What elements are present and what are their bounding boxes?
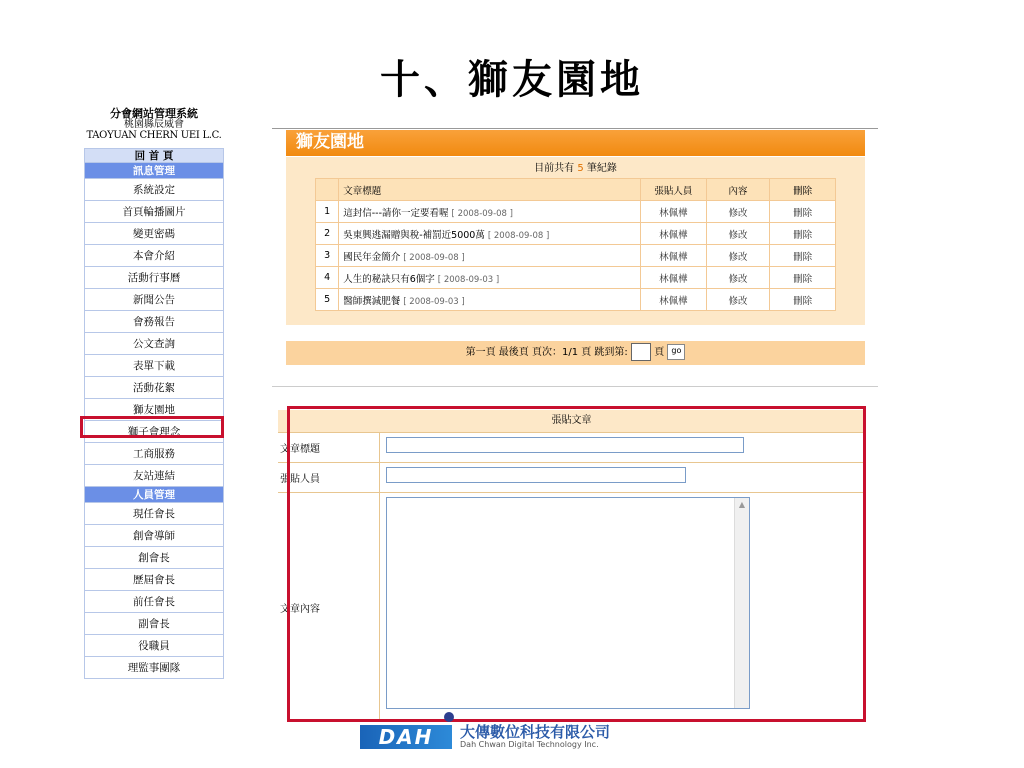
textarea-scrollbar[interactable] (734, 498, 749, 708)
table-row (316, 267, 836, 289)
delete-link[interactable]: 刪除 (770, 223, 836, 245)
sidebar-home-link[interactable]: 回 首 頁 (84, 148, 224, 163)
article-title-link[interactable]: 國民年金簡介 (343, 251, 401, 263)
scroll-up-icon[interactable]: ▲ (738, 500, 746, 509)
section-banner: 獅友園地 (286, 130, 865, 156)
delete-link[interactable]: 刪除 (770, 201, 836, 223)
sidebar-item-lions-ideals[interactable]: 獅子會理念 (84, 421, 224, 443)
top-divider (272, 128, 878, 129)
company-name-cn: 大傳數位科技有限公司 (460, 723, 611, 741)
article-title-link[interactable]: 醫師撰減肥餐 (343, 295, 401, 307)
row-title-cell (339, 245, 641, 267)
row-title-cell (339, 289, 641, 311)
row-date: [ 2008-09-08 ] (403, 252, 465, 263)
row-num: 3 (316, 245, 339, 267)
sidebar-section-info: 訊息管理 (84, 163, 224, 179)
poster-field-wrap (380, 463, 865, 492)
sidebar-item-about[interactable]: 本會介紹 (84, 245, 224, 267)
edit-link[interactable]: 修改 (706, 223, 770, 245)
post-article-form (278, 410, 865, 721)
row-date: [ 2008-09-03 ] (403, 296, 465, 307)
content-label: 文章內容 (278, 493, 380, 721)
row-poster: 林佩樺 (641, 289, 707, 311)
poster-input[interactable] (386, 467, 686, 483)
sidebar-item-system-settings[interactable]: 系統設定 (84, 179, 224, 201)
header-delete: 刪除 (770, 179, 836, 201)
sidebar-item-reports[interactable]: 會務報告 (84, 311, 224, 333)
article-title-link[interactable]: 這封信---請你一定要看喔 (343, 207, 449, 219)
sidebar-item-founding-mentor[interactable]: 創會導師 (84, 525, 224, 547)
row-title-cell (339, 223, 641, 245)
title-label: 文章標題 (278, 433, 380, 462)
record-count-number: 5 (577, 163, 584, 174)
edit-link[interactable]: 修改 (706, 289, 770, 311)
edit-link[interactable]: 修改 (706, 201, 770, 223)
sidebar-item-calendar[interactable]: 活動行事曆 (84, 267, 224, 289)
row-date: [ 2008-09-08 ] (451, 208, 513, 219)
sidebar-item-links[interactable]: 友站連結 (84, 465, 224, 487)
sidebar-item-gallery[interactable]: 活動花絮 (84, 377, 224, 399)
sidebar-item-news[interactable]: 新聞公告 (84, 289, 224, 311)
article-list-panel (286, 157, 865, 325)
header-num (316, 179, 339, 201)
row-title-cell (339, 267, 641, 289)
delete-link[interactable]: 刪除 (770, 267, 836, 289)
sidebar-item-forms[interactable]: 表單下載 (84, 355, 224, 377)
sidebar-header (84, 108, 224, 141)
row-num: 5 (316, 289, 339, 311)
logo-mark: DAH (360, 725, 452, 749)
record-count (286, 157, 865, 177)
table-row (316, 201, 836, 223)
article-title-link[interactable]: 人生的秘訣只有6個字 (343, 273, 435, 285)
company-name-en: Dah Chwan Digital Technology Inc. (460, 740, 599, 749)
middle-divider (272, 386, 878, 387)
page-jump-input[interactable] (631, 343, 651, 361)
sidebar-item-board[interactable]: 理監事團隊 (84, 657, 224, 679)
sidebar-item-lions-garden[interactable]: 獅友園地 (84, 399, 224, 421)
row-num: 1 (316, 201, 339, 223)
header-poster: 張貼人員 (641, 179, 707, 201)
sidebar-item-documents[interactable]: 公文查詢 (84, 333, 224, 355)
form-row-title (278, 433, 865, 463)
sidebar-item-current-president[interactable]: 現任會長 (84, 503, 224, 525)
pagination-bar (286, 341, 865, 365)
row-poster: 林佩樺 (641, 267, 707, 289)
slide-title: 十、獅友園地 (380, 56, 644, 103)
sidebar-item-carousel[interactable]: 首頁輪播圖片 (84, 201, 224, 223)
article-table (315, 178, 836, 311)
article-title-input[interactable] (386, 437, 744, 453)
org-name-en: TAOYUAN CHERN UEI L.C. (86, 130, 222, 141)
logo-text (460, 724, 610, 750)
form-header: 張貼文章 (278, 410, 865, 433)
content-field-wrap (380, 493, 865, 721)
row-num: 4 (316, 267, 339, 289)
row-poster: 林佩樺 (641, 245, 707, 267)
org-name-cn: 桃園縣辰威會 (124, 119, 184, 130)
form-row-content (278, 493, 865, 721)
sidebar-item-vice-president[interactable]: 副會長 (84, 613, 224, 635)
go-button[interactable]: go (667, 344, 685, 360)
row-num: 2 (316, 223, 339, 245)
article-title-link[interactable]: 吳東興逃漏贈與稅-補罰近5000萬 (343, 229, 485, 241)
form-row-poster (278, 463, 865, 493)
delete-link[interactable]: 刪除 (770, 245, 836, 267)
article-content-textarea[interactable] (386, 497, 750, 709)
delete-link[interactable]: 刪除 (770, 289, 836, 311)
header-content: 內容 (706, 179, 770, 201)
sidebar-item-past-presidents[interactable]: 歷屆會長 (84, 569, 224, 591)
sidebar-item-former-president[interactable]: 前任會長 (84, 591, 224, 613)
table-row (316, 245, 836, 267)
row-poster: 林佩樺 (641, 223, 707, 245)
header-title: 文章標題 (339, 179, 641, 201)
record-count-prefix: 目前共有 (534, 163, 575, 174)
sidebar-item-founding-president[interactable]: 創會長 (84, 547, 224, 569)
company-logo (360, 722, 610, 752)
table-row (316, 223, 836, 245)
poster-label: 張貼人員 (278, 463, 380, 492)
table-row (316, 289, 836, 311)
page-suffix: 頁 (654, 347, 665, 358)
sidebar-item-officers[interactable]: 役職員 (84, 635, 224, 657)
sidebar-item-change-password[interactable]: 變更密碼 (84, 223, 224, 245)
logo-dot-icon (444, 712, 454, 722)
row-poster: 林佩樺 (641, 201, 707, 223)
edit-link[interactable]: 修改 (706, 267, 770, 289)
sidebar-section-people: 人員管理 (84, 487, 224, 503)
edit-link[interactable]: 修改 (706, 245, 770, 267)
sidebar-highlight-box (80, 416, 224, 438)
row-date: [ 2008-09-08 ] (487, 230, 550, 241)
record-count-suffix: 筆紀錄 (586, 163, 617, 174)
system-name: 分會網站管理系統 (110, 107, 198, 120)
title-field-wrap (380, 433, 865, 462)
row-title-cell (339, 201, 641, 223)
sidebar-menu (84, 148, 224, 679)
pagination-text: 第一頁 最後頁 頁次：1/1 頁 跳到第: (465, 347, 628, 358)
row-date: [ 2008-09-03 ] (437, 274, 500, 285)
sidebar-item-business[interactable]: 工商服務 (84, 443, 224, 465)
table-header-row (316, 179, 836, 201)
